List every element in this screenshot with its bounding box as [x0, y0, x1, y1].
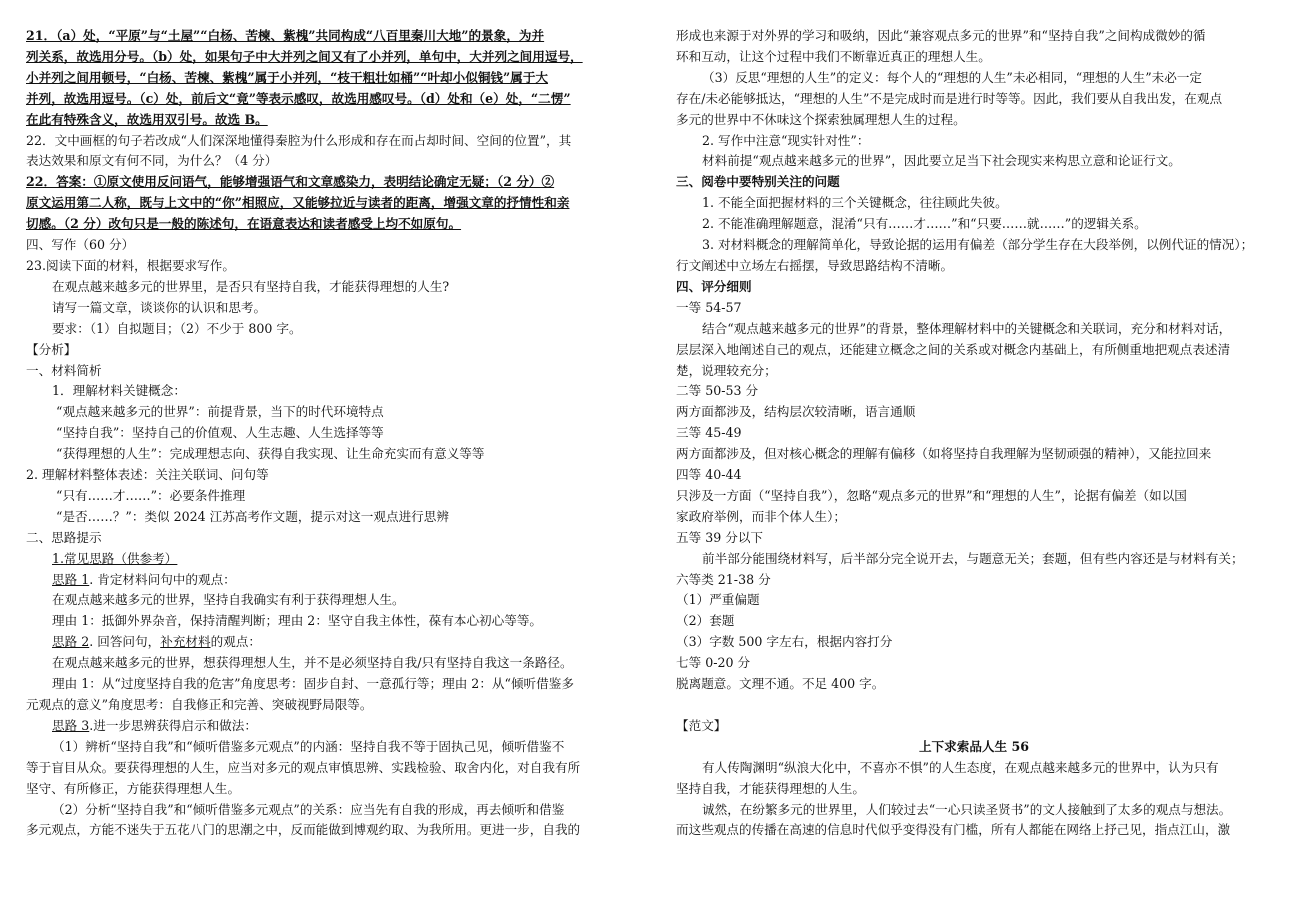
paragraph-line: 多元的世界中不休味这个探索独属理想人生的过程。 [676, 111, 966, 127]
grade-text: 两方面都涉及，结构层次较清晰，语言通顺 [676, 404, 916, 420]
path-label: 思路 2 [52, 634, 90, 650]
path3-heading [26, 716, 626, 737]
section-heading: 四、评分细则 [676, 278, 752, 294]
section-heading: 二、思路提示 [26, 529, 102, 545]
issue-item: 2. 不能准确理解题意，混淆“只有……才……”和“只要……就……”的逻辑关系。 [702, 216, 1147, 232]
paragraph-line: （3）反思“理想的人生”的定义：每个人的“理想的人生”未必相同，“理想的人生”未必一定 [702, 69, 1203, 85]
q22-question-line: 22．文中画框的句子若改成“人们深深地懂得秦腔为什么形成和存在而占却时间、空间的位置”，其 [26, 132, 572, 148]
path-line: 等于盲目从众。要获得理想的人生，应当对多元的观点审慎思辨、实践检验、取舍内化，对自我有所 [26, 759, 581, 775]
grade-label: 七等 0-20 分 [676, 655, 751, 671]
grade-text: 楚，说理较充分； [676, 362, 777, 378]
path-line: 在观点越来越多元的世界，想获得理想人生，并不是必须坚持自我/只有坚持自我这一条路径。 [52, 655, 573, 671]
path-text: . 回答问句， [89, 634, 161, 650]
path-line: （2）分析“坚持自我”和“倾听借鉴多元观点”的关系：应当先有自我的形成，再去倾听和借鉴 [52, 801, 565, 817]
concept-item: “坚持自我”：坚持自己的价值观、人生志趣、人生选择等等 [56, 425, 384, 441]
path-line: 理由 1：抵御外界杂音，保持清醒判断；理由 2：坚守自我主体性，葆有本心初心等等。 [52, 613, 543, 629]
subheading: 1.常见思路（供参考） [52, 550, 178, 566]
q22-answer-line: 切感。（2 分）改句只是一般的陈述句，在语意表达和读者感受上均不如原句。 [26, 216, 462, 232]
q21-line: 21．（a）处，“平原”与“土屋”“白杨、苦楝、紫槐”共同构成“八百里秦川大地”的景象，为并 [26, 28, 545, 43]
concept-item: “观点越来越多元的世界”：前提背景，当下的时代环境特点 [56, 404, 384, 420]
right-column [676, 26, 1272, 841]
section-heading: 四、写作（60 分） [26, 237, 135, 253]
path2-heading [26, 632, 626, 653]
q21-line: 在此有特殊含义，故选用双引号。故选 B。 [26, 111, 268, 127]
path-underlined: 补充材料 [160, 634, 211, 650]
grade-text: 层层深入地阐述自己的观点，还能建立概念之间的关系或对概念内基础上，有所侧重地把观点表述清 [676, 341, 1231, 357]
grade-text: 脱离题意。文理不通。不足 400 字。 [676, 676, 885, 692]
grade-label: 三等 45-49 [676, 425, 742, 441]
essay-line: 而这些观点的传播在高速的信息时代似乎变得没有门槛，所有人都能在网络上抒己见，指点江山，激 [676, 822, 1231, 838]
spacer [676, 695, 1272, 716]
issue-item-tail: 行文阐述中立场左右摇摆，导致思路结构不清晰。 [676, 257, 954, 273]
grade-text: 结合“观点越来越多元的世界”的背景，整体理解材料中的关键概念和关联词，充分和材料对话， [702, 320, 1232, 336]
path-text: .进一步思辨获得启示和做法： [89, 717, 257, 733]
q22-answer-line: 22．答案：①原文使用反问语气，能够增强语气和文章感染力，表明结论确定无疑；（2 分）② [26, 174, 555, 190]
essay-label: 【范文】 [676, 717, 727, 733]
grade-item: （3）字数 500 字左右，根据内容打分 [676, 634, 893, 650]
q21-line: 列关系，故选用分号。（b）处，如果句子中大并列之间又有了小并列，单句中，大并列之间用逗号， [26, 48, 583, 64]
prompt-line: 在观点越来越多元的世界里，是否只有坚持自我，才能获得理想的人生? [52, 278, 450, 294]
grade-label: 二等 50-53 分 [676, 383, 759, 399]
subheading: 1．理解材料关键概念： [52, 383, 186, 399]
concept-item: “只有……才……”：必要条件推理 [56, 487, 246, 503]
path-line: 在观点越来越多元的世界，坚持自我确实有利于获得理想人生。 [52, 592, 405, 608]
path1-heading [26, 570, 626, 591]
prompt-line: 请写一篇文章，谈谈你的认识和思考。 [52, 299, 267, 315]
q21-line: 小并列之间用顿号，“白杨、苦楝、紫槐”属于小并列，“枝干粗壮如桶”“叶却小似铜钱”属于大 [26, 69, 549, 85]
prompt-line: 要求：（1）自拟题目；（2）不少于 800 字。 [52, 320, 302, 336]
paragraph-line: 环和互动，让这个过程中我们不断靠近真正的理想人生。 [676, 48, 991, 64]
grade-text: 前半部分能围绕材料写，后半部分完全说开去，与题意无关；套题，但有些内容还是与材料有关； [702, 550, 1244, 566]
grade-item: （1）严重偏题 [676, 592, 760, 608]
grade-text: 家政府举例，而非个体人生）； [676, 508, 847, 524]
analysis-heading: 【分析】 [26, 341, 77, 357]
grade-label: 六等类 21-38 分 [676, 571, 771, 587]
grade-item: （2）套题 [676, 613, 735, 629]
path-text: . 肯定材料问句中的观点： [89, 571, 236, 587]
concept-item: “获得理想的人生”：完成理想志向、获得自我实现、让生命充实而有意义等等 [56, 446, 485, 462]
grade-label: 一等 54-57 [676, 299, 742, 315]
paragraph-line: 存在/未必能够抵达，“理想的人生”不是完成时而是进行时等等。因此，我们要从自我出发，在观点 [676, 90, 1223, 106]
grade-label: 四等 40-44 [676, 467, 742, 483]
path-line: 理由 1：从“过度坚持自我的危害”角度思考：固步自封、一意孤行等；理由 2：从“倾听借鉴多 [52, 676, 574, 692]
subheading: 2. 理解材料整体表述：关注关联词、问句等 [26, 467, 269, 483]
section-heading: 一、材料简析 [26, 362, 102, 378]
essay-line: 坚持自我，才能获得理想的人生。 [676, 780, 865, 796]
issue-item: 3. 对材料概念的理解简单化，导致论据的运用有偏差（部分学生存在大段举例，以例代证的情况）； [702, 237, 1254, 253]
path-line: 元观点的意义”角度思考：自我修正和完善、突破视野局限等。 [26, 697, 373, 712]
path-label: 思路 1 [52, 571, 90, 587]
left-column [26, 26, 626, 841]
q22-question-line: 表达效果和原文有何不同，为什么？（4 分） [26, 153, 278, 169]
section-heading: 三、阅卷中要特别关注的问题 [676, 174, 840, 190]
q22-answer-line: 原文运用第二人称，既与上文中的“你”相照应，又能够拉近与读者的距离，增强文章的抒情性和亲 [26, 195, 570, 211]
essay-line: 有人传陶渊明“纵浪大化中，不喜亦不惧”的人生态度，在观点越来越多元的世界中，认为只有 [702, 759, 1219, 775]
essay-line: 诚然，在纷繁多元的世界里，人们较过去“一心只读圣贤书”的文人接触到了太多的观点与想法。 [702, 801, 1232, 817]
q21-line: 并列，故选用逗号。（c）处，前后文“竟”等表示感叹，故选用感叹号。（d）处和（e）处，“二愣” [26, 90, 571, 106]
grade-text: 两方面都涉及，但对核心概念的理解有偏移（如将坚持自我理解为坚韧顽强的精神），又能拉回来 [676, 446, 1212, 462]
path-label: 思路 3 [52, 717, 90, 733]
path-line: 坚守、有所修正，方能获得理想人生。 [26, 780, 241, 796]
paragraph-line: 形成也来源于对外界的学习和吸纳，因此“兼容观点多元的世界”和“坚持自我”之间构成微妙的循 [676, 28, 1206, 43]
grade-text: 只涉及一方面（“坚持自我”），忽略“观点多元的世界”和“理想的人生”，论据有偏差（如以国 [676, 487, 1187, 503]
issue-item: 1. 不能全面把握材料的三个关键概念，往往顾此失彼。 [702, 195, 1008, 211]
essay-title: 上下求索品人生 56 [918, 738, 1030, 754]
concept-item: “是否……？”：类似 2024 江苏高考作文题，提示对这一观点进行思辨 [56, 508, 449, 524]
subheading: 2. 写作中注意“现实针对性”： [702, 132, 870, 148]
paragraph-line: 材料前提“观点越来越多元的世界”，因此要立足当下社会现实来构思立意和论证行文。 [702, 153, 1181, 169]
path-line: 多元观点，方能不迷失于五花八门的思潮之中，反而能做到博观约取、为我所用。更进一步，自我的 [26, 822, 581, 838]
q23-instruction: 23.阅读下面的材料，根据要求写作。 [26, 257, 235, 273]
path-text-tail: 的观点： [210, 634, 261, 650]
grade-label: 五等 39 分以下 [676, 529, 764, 545]
path-line: （1）辨析“坚持自我”和“倾听借鉴多元观点”的内涵：坚持自我不等于固执己见，倾听借鉴不 [52, 738, 565, 754]
